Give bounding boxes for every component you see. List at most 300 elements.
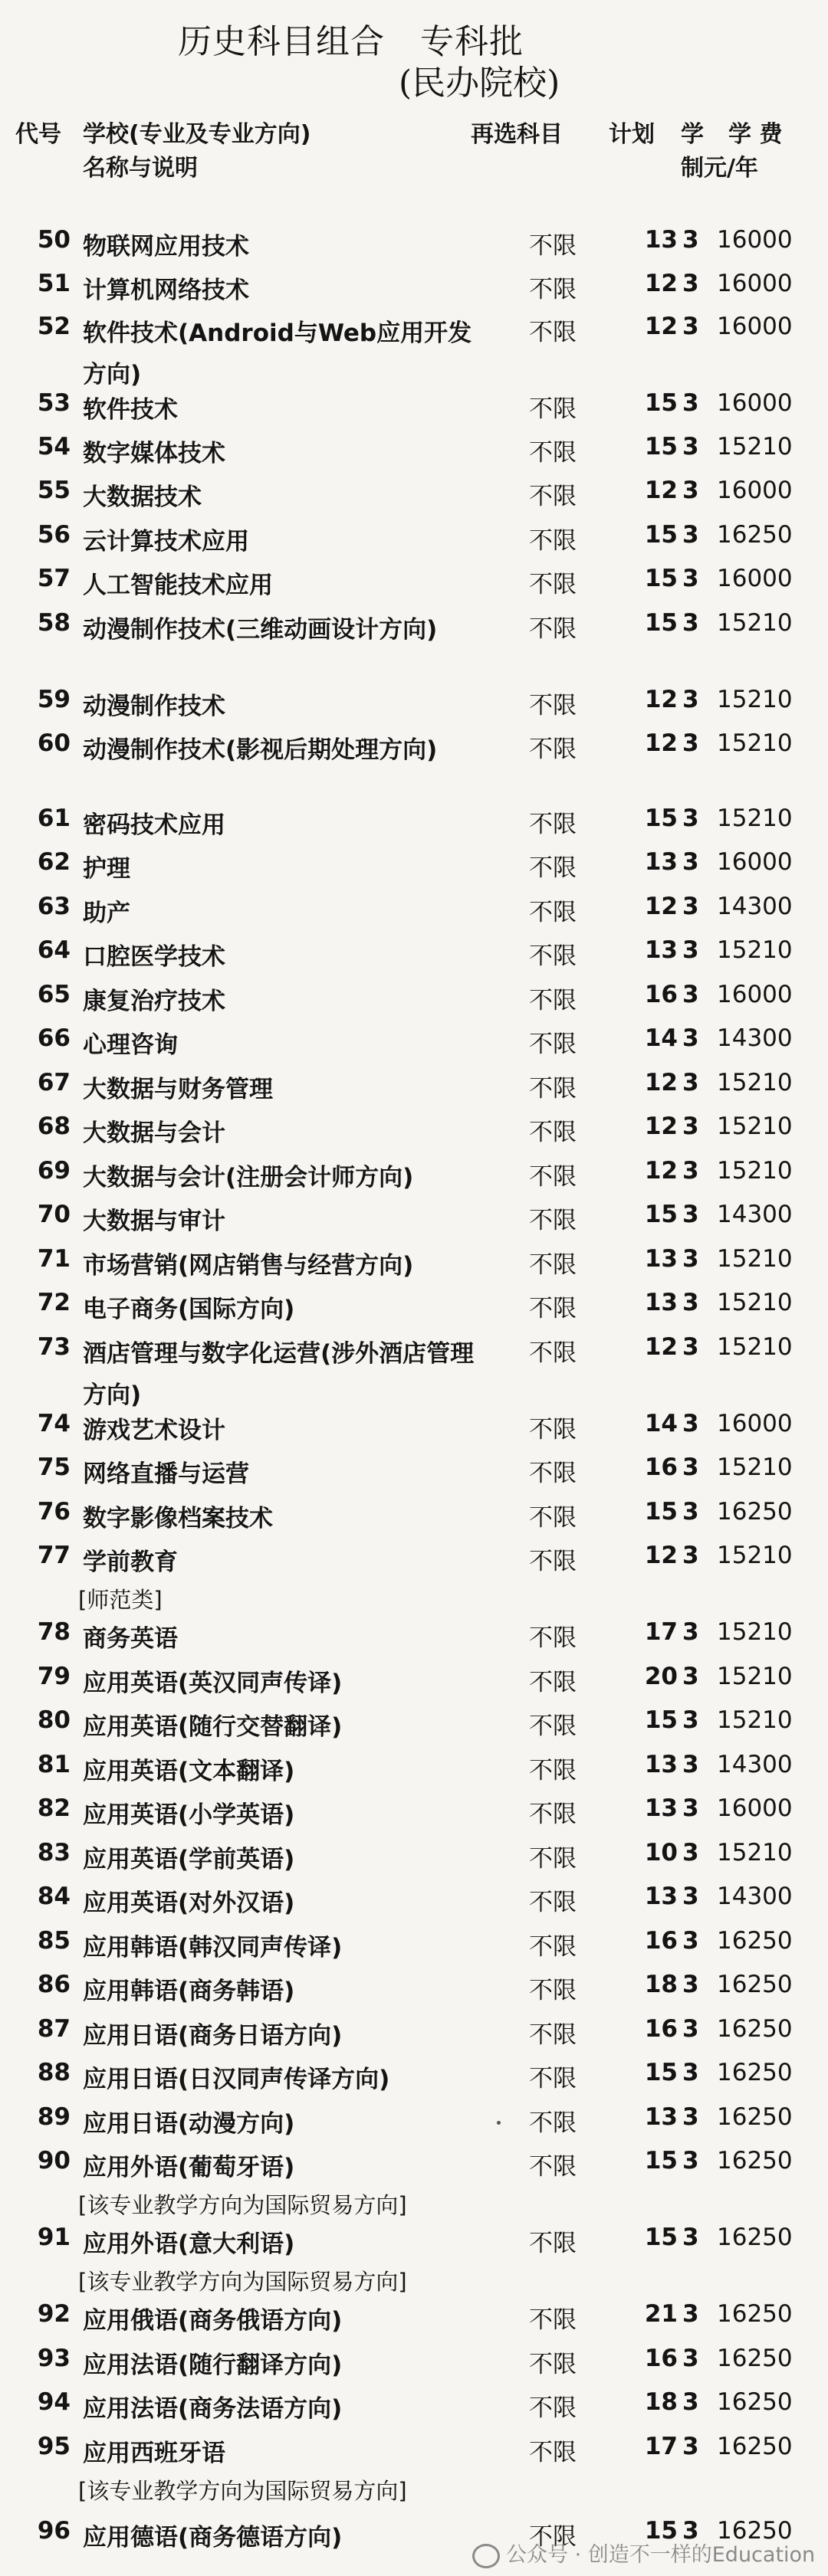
- row-duration: 3: [682, 565, 699, 592]
- row-subject: 不限: [529, 439, 577, 467]
- row-subject: 不限: [529, 232, 577, 260]
- row-name: 应用韩语(韩汉同声传译): [83, 1934, 343, 1961]
- row-plan: 15: [644, 1201, 678, 1228]
- row-name: 网络直播与运营: [83, 1460, 249, 1488]
- row-fee: 15210: [717, 686, 793, 713]
- row-subject: 不限: [529, 987, 577, 1014]
- row-code: 69: [37, 1157, 71, 1185]
- row-code: 57: [37, 565, 71, 592]
- col-duration-header-bottom: 制: [681, 155, 704, 182]
- row-fee: 14300: [717, 1024, 793, 1052]
- row-fee: 15210: [717, 1113, 793, 1140]
- row-subject: 不限: [529, 2021, 577, 2049]
- row-duration: 3: [682, 2147, 699, 2175]
- row-subject: 不限: [529, 1075, 577, 1103]
- row-name: 人工智能技术应用: [83, 572, 273, 599]
- row-name: 应用英语(文本翻译): [83, 1758, 295, 1785]
- row-duration: 3: [682, 981, 699, 1008]
- row-name: 大数据与会计: [83, 1119, 225, 1147]
- row-fee: 16250: [717, 521, 793, 549]
- row-duration: 3: [682, 2300, 699, 2328]
- row-duration: 3: [682, 433, 699, 460]
- row-subject: 不限: [529, 1712, 577, 1740]
- row-subject: 不限: [529, 2153, 577, 2181]
- row-duration: 3: [682, 1498, 699, 1526]
- row-subject: 不限: [529, 395, 577, 423]
- row-duration: 3: [682, 2517, 699, 2545]
- row-fee: 14300: [717, 1751, 793, 1778]
- row-duration: 3: [682, 1069, 699, 1096]
- row-name: 动漫制作技术(影视后期处理方向): [83, 736, 438, 764]
- row-name: 应用英语(英汉同声传译): [83, 1670, 343, 1697]
- row-subject: 不限: [529, 1031, 577, 1058]
- row-plan: 15: [644, 389, 678, 417]
- row-duration: 3: [682, 1201, 699, 1228]
- row-subject: 不限: [529, 527, 577, 555]
- row-plan: 14: [644, 1024, 678, 1052]
- school-type-label: (民办院校): [399, 64, 560, 103]
- row-fee: 14300: [717, 1883, 793, 1910]
- row-plan: 16: [644, 1454, 678, 1481]
- row-code: 59: [37, 686, 71, 713]
- row-fee: 16000: [717, 1794, 793, 1822]
- row-duration: 3: [682, 313, 699, 340]
- row-subject: 不限: [529, 2230, 577, 2257]
- row-code: 50: [37, 226, 71, 254]
- row-code: 58: [37, 609, 71, 637]
- col-subject-header: 再选科目: [471, 121, 563, 148]
- row-note: [该专业教学方向为国际贸易方向]: [78, 2478, 407, 2504]
- row-code: 90: [37, 2147, 71, 2175]
- row-plan: 12: [644, 477, 678, 504]
- row-fee: 16000: [717, 565, 793, 592]
- row-subject: 不限: [529, 2439, 577, 2466]
- row-code: 94: [37, 2388, 71, 2416]
- row-name: 云计算技术应用: [83, 528, 249, 556]
- row-name: 大数据与财务管理: [83, 1076, 273, 1103]
- row-plan: 15: [644, 609, 678, 637]
- row-plan: 14: [644, 1410, 678, 1437]
- row-subject: 不限: [529, 1504, 577, 1532]
- row-plan: 13: [644, 1751, 678, 1778]
- row-code: 84: [37, 1883, 71, 1910]
- row-plan: 16: [644, 1927, 678, 1955]
- col-plan-header: 计划: [609, 121, 655, 148]
- row-code: 81: [37, 1751, 71, 1778]
- row-subject: 不限: [529, 1548, 577, 1575]
- batch-label: 专科批: [420, 22, 524, 61]
- row-code: 73: [37, 1333, 71, 1361]
- row-name: 助产: [83, 900, 130, 927]
- row-code: 88: [37, 2059, 71, 2086]
- row-fee: 16000: [717, 981, 793, 1008]
- row-subject: 不限: [529, 1801, 577, 1828]
- row-code: 60: [37, 729, 71, 757]
- watermark-text: 公众号 · 创造不一样的Education: [506, 2543, 816, 2567]
- row-duration: 3: [682, 686, 699, 713]
- row-name: 应用法语(随行翻译方向): [83, 2352, 343, 2379]
- row-plan: 13: [644, 936, 678, 964]
- row-code: 65: [37, 981, 71, 1008]
- row-name: 应用外语(意大利语): [83, 2230, 295, 2258]
- row-code: 72: [37, 1289, 71, 1316]
- row-duration: 3: [682, 2345, 699, 2372]
- row-plan: 17: [644, 1618, 678, 1646]
- row-plan: 16: [644, 981, 678, 1008]
- row-fee: 15210: [717, 1157, 793, 1185]
- row-fee: 16250: [717, 2388, 793, 2416]
- row-duration: 3: [682, 1883, 699, 1910]
- row-fee: 15210: [717, 433, 793, 460]
- row-subject: 不限: [529, 1889, 577, 1916]
- row-subject: 不限: [529, 899, 577, 926]
- row-fee: 15210: [717, 1454, 793, 1481]
- row-fee: 16000: [717, 477, 793, 504]
- row-code: 91: [37, 2224, 71, 2251]
- row-duration: 3: [682, 1410, 699, 1437]
- row-plan: 13: [644, 1883, 678, 1910]
- row-name: 应用日语(日汉同声传译方向): [83, 2066, 390, 2093]
- row-duration: 3: [682, 729, 699, 757]
- col-duration-header-top: 学: [681, 121, 704, 148]
- row-duration: 3: [682, 270, 699, 297]
- row-code: 96: [37, 2517, 71, 2545]
- row-plan: 10: [644, 1839, 678, 1866]
- row-fee: 16250: [717, 2103, 793, 2131]
- row-subject: 不限: [529, 1757, 577, 1785]
- row-plan: 12: [644, 729, 678, 757]
- row-code: 70: [37, 1201, 71, 1228]
- row-name: 应用外语(葡萄牙语): [83, 2154, 295, 2181]
- col-fee-header: 学 费: [728, 121, 783, 148]
- row-name: 应用英语(小学英语): [83, 1801, 295, 1829]
- row-subject: 不限: [529, 1251, 577, 1279]
- row-duration: 3: [682, 893, 699, 920]
- row-duration: 3: [682, 848, 699, 876]
- row-subject: 不限: [529, 1295, 577, 1322]
- row-duration: 3: [682, 805, 699, 832]
- row-subject: 不限: [529, 1163, 577, 1191]
- row-duration: 3: [682, 1971, 699, 1998]
- row-duration: 3: [682, 2224, 699, 2251]
- row-code: 74: [37, 1410, 71, 1437]
- row-code: 92: [37, 2300, 71, 2328]
- row-subject: 不限: [529, 1669, 577, 1696]
- row-code: 78: [37, 1618, 71, 1646]
- row-code: 86: [37, 1971, 71, 1998]
- row-plan: 12: [644, 686, 678, 713]
- row-duration: 3: [682, 2388, 699, 2416]
- row-code: 80: [37, 1706, 71, 1734]
- row-name: 游戏艺术设计: [83, 1417, 225, 1444]
- row-name: 酒店管理与数字化运营(涉外酒店管理方向): [83, 1340, 475, 1409]
- row-plan: 15: [644, 565, 678, 592]
- row-duration: 3: [682, 477, 699, 504]
- row-name: 应用法语(商务法语方向): [83, 2395, 343, 2423]
- row-duration: 3: [682, 2433, 699, 2460]
- row-plan: 12: [644, 1333, 678, 1361]
- row-code: 89: [37, 2103, 71, 2131]
- row-name: 应用俄语(商务俄语方向): [83, 2307, 343, 2335]
- row-duration: 3: [682, 936, 699, 964]
- row-fee: 15210: [717, 609, 793, 637]
- row-note: [该专业教学方向为国际贸易方向]: [78, 2269, 407, 2295]
- row-plan: 12: [644, 270, 678, 297]
- row-subject: 不限: [529, 1119, 577, 1146]
- row-duration: 3: [682, 1794, 699, 1822]
- category-label: 历史科目组合: [178, 22, 385, 61]
- row-plan: 15: [644, 521, 678, 549]
- row-name: 学前教育: [83, 1549, 178, 1576]
- row-plan: 15: [644, 433, 678, 460]
- row-name: 大数据与审计: [83, 1208, 225, 1235]
- row-duration: 3: [682, 2059, 699, 2086]
- row-plan: 18: [644, 2388, 678, 2416]
- row-duration: 3: [682, 2015, 699, 2043]
- row-plan: 13: [644, 2103, 678, 2131]
- row-subject: 不限: [529, 2065, 577, 2093]
- row-code: 55: [37, 477, 71, 504]
- row-fee: 16250: [717, 2015, 793, 2043]
- row-subject: 不限: [529, 736, 577, 763]
- row-fee: 16250: [717, 2224, 793, 2251]
- row-note: [该专业教学方向为国际贸易方向]: [78, 2192, 407, 2218]
- row-fee: 16000: [717, 226, 793, 254]
- row-code: 66: [37, 1024, 71, 1052]
- row-duration: 3: [682, 1333, 699, 1361]
- row-subject: 不限: [529, 571, 577, 598]
- row-name: 口腔医学技术: [83, 943, 225, 971]
- row-name: 软件技术(Android与Web应用开发方向): [83, 320, 472, 388]
- row-name: 应用韩语(商务韩语): [83, 1978, 295, 2005]
- row-name: 数字媒体技术: [83, 440, 225, 467]
- row-code: 54: [37, 433, 71, 460]
- row-fee: 16250: [717, 2059, 793, 2086]
- row-plan: 15: [644, 1498, 678, 1526]
- row-duration: 3: [682, 1157, 699, 1185]
- row-code: 64: [37, 936, 71, 964]
- row-name: 动漫制作技术(三维动画设计方向): [83, 616, 438, 644]
- row-name: 动漫制作技术: [83, 693, 225, 720]
- row-fee: 16000: [717, 389, 793, 417]
- row-subject: 不限: [529, 854, 577, 882]
- row-code: 77: [37, 1542, 71, 1569]
- row-fee: 15210: [717, 1289, 793, 1316]
- row-fee: 16250: [717, 2300, 793, 2328]
- row-subject: 不限: [529, 1207, 577, 1234]
- row-fee: 16000: [717, 270, 793, 297]
- row-fee: 15210: [717, 1839, 793, 1866]
- row-fee: 15210: [717, 1706, 793, 1734]
- row-duration: 3: [682, 1245, 699, 1273]
- row-plan: 15: [644, 1706, 678, 1734]
- row-name: 软件技术: [83, 396, 178, 424]
- row-code: 83: [37, 1839, 71, 1866]
- row-name: 应用日语(动漫方向): [83, 2110, 295, 2138]
- row-subject: 不限: [529, 2109, 577, 2137]
- scan-speck: [497, 2121, 501, 2125]
- row-fee: 15210: [717, 1663, 793, 1690]
- row-plan: 12: [644, 893, 678, 920]
- row-code: 87: [37, 2015, 71, 2043]
- row-fee: 16000: [717, 848, 793, 876]
- row-duration: 3: [682, 1618, 699, 1646]
- col-code-header: 代号: [15, 121, 61, 148]
- row-code: 51: [37, 270, 71, 297]
- row-fee: 16250: [717, 2147, 793, 2175]
- wechat-icon: [472, 2544, 500, 2568]
- row-name: 应用英语(对外汉语): [83, 1889, 295, 1917]
- row-plan: 13: [644, 1245, 678, 1273]
- row-subject: 不限: [529, 811, 577, 838]
- row-subject: 不限: [529, 483, 577, 510]
- row-plan: 15: [644, 2224, 678, 2251]
- row-name: 心理咨询: [83, 1031, 178, 1059]
- row-name: 护理: [83, 855, 130, 883]
- row-fee: 14300: [717, 893, 793, 920]
- row-name: 商务英语: [83, 1625, 178, 1653]
- row-plan: 18: [644, 1971, 678, 1998]
- row-duration: 3: [682, 2103, 699, 2131]
- row-subject: 不限: [529, 692, 577, 719]
- row-plan: 12: [644, 1069, 678, 1096]
- row-plan: 16: [644, 2015, 678, 2043]
- row-subject: 不限: [529, 1845, 577, 1873]
- row-duration: 3: [682, 1663, 699, 1690]
- row-plan: 16: [644, 2345, 678, 2372]
- row-subject: 不限: [529, 2306, 577, 2334]
- row-plan: 20: [644, 1663, 678, 1690]
- row-subject: 不限: [529, 1933, 577, 1961]
- row-code: 93: [37, 2345, 71, 2372]
- row-name: 应用英语(学前英语): [83, 1846, 295, 1873]
- row-fee: 16250: [717, 1498, 793, 1526]
- row-name: 应用西班牙语: [83, 2440, 225, 2467]
- row-duration: 3: [682, 1751, 699, 1778]
- row-name: 应用日语(商务日语方向): [83, 2022, 343, 2050]
- row-fee: 15210: [717, 1069, 793, 1096]
- row-plan: 15: [644, 2517, 678, 2545]
- row-plan: 21: [644, 2300, 678, 2328]
- row-plan: 12: [644, 1542, 678, 1569]
- row-subject: 不限: [529, 1416, 577, 1444]
- row-code: 75: [37, 1454, 71, 1481]
- row-code: 52: [37, 313, 71, 340]
- row-plan: 13: [644, 1289, 678, 1316]
- watermark: [472, 2538, 815, 2568]
- row-plan: 12: [644, 1157, 678, 1185]
- row-plan: 12: [644, 313, 678, 340]
- row-code: 63: [37, 893, 71, 920]
- row-fee: 14300: [717, 1201, 793, 1228]
- row-duration: 3: [682, 521, 699, 549]
- row-fee: 16250: [717, 2433, 793, 2460]
- row-name: 市场营销(网店销售与经营方向): [83, 1252, 414, 1280]
- row-name: 大数据与会计(注册会计师方向): [83, 1164, 414, 1191]
- row-duration: 3: [682, 1927, 699, 1955]
- row-duration: 3: [682, 389, 699, 417]
- row-fee: 16250: [717, 1971, 793, 1998]
- row-code: 95: [37, 2433, 71, 2460]
- row-code: 82: [37, 1794, 71, 1822]
- row-fee: 16000: [717, 1410, 793, 1437]
- row-duration: 3: [682, 1706, 699, 1734]
- row-fee: 16250: [717, 1927, 793, 1955]
- row-subject: 不限: [529, 615, 577, 643]
- row-code: 61: [37, 805, 71, 832]
- col-name-header: 名称与说明: [83, 155, 198, 182]
- row-name: 物联网应用技术: [83, 233, 249, 261]
- row-code: 76: [37, 1498, 71, 1526]
- row-plan: 12: [644, 1113, 678, 1140]
- row-fee: 16000: [717, 313, 793, 340]
- row-duration: 3: [682, 1289, 699, 1316]
- row-fee: 15210: [717, 729, 793, 757]
- row-plan: 15: [644, 2059, 678, 2086]
- row-code: 85: [37, 1927, 71, 1955]
- row-subject: 不限: [529, 2523, 577, 2551]
- row-code: 68: [37, 1113, 71, 1140]
- col-school-header: 学校(专业及专业方向): [83, 121, 311, 148]
- row-subject: 不限: [529, 276, 577, 303]
- row-fee: 15210: [717, 1618, 793, 1646]
- row-fee: 16250: [717, 2345, 793, 2372]
- row-subject: 不限: [529, 1460, 577, 1487]
- row-subject: 不限: [529, 1977, 577, 2004]
- row-subject: 不限: [529, 319, 577, 346]
- row-name: 数字影像档案技术: [83, 1505, 273, 1532]
- row-name: 密码技术应用: [83, 811, 225, 839]
- row-fee: 15210: [717, 1245, 793, 1273]
- row-duration: 3: [682, 1024, 699, 1052]
- row-fee: 16250: [717, 2517, 793, 2545]
- row-code: 62: [37, 848, 71, 876]
- row-duration: 3: [682, 609, 699, 637]
- row-duration: 3: [682, 226, 699, 254]
- col-fee-unit: 元/年: [704, 155, 758, 182]
- row-plan: 13: [644, 226, 678, 254]
- row-subject: 不限: [529, 2351, 577, 2378]
- row-subject: 不限: [529, 1624, 577, 1652]
- row-plan: 13: [644, 1794, 678, 1822]
- row-name: 康复治疗技术: [83, 988, 225, 1015]
- row-fee: 15210: [717, 805, 793, 832]
- row-note: [师范类]: [78, 1587, 163, 1613]
- row-duration: 3: [682, 1839, 699, 1866]
- row-subject: 不限: [529, 2394, 577, 2422]
- row-name: 计算机网络技术: [83, 277, 249, 304]
- row-plan: 15: [644, 805, 678, 832]
- row-name: 应用德语(商务德语方向): [83, 2524, 343, 2551]
- row-name: 大数据技术: [83, 483, 202, 511]
- row-duration: 3: [682, 1454, 699, 1481]
- row-fee: 15210: [717, 936, 793, 964]
- row-fee: 15210: [717, 1333, 793, 1361]
- row-code: 56: [37, 521, 71, 549]
- row-code: 71: [37, 1245, 71, 1273]
- row-duration: 3: [682, 1542, 699, 1569]
- row-code: 67: [37, 1069, 71, 1096]
- row-plan: 13: [644, 848, 678, 876]
- row-fee: 15210: [717, 1542, 793, 1569]
- row-plan: 15: [644, 2147, 678, 2175]
- row-code: 79: [37, 1663, 71, 1690]
- row-name: 电子商务(国际方向): [83, 1296, 295, 1323]
- row-duration: 3: [682, 1113, 699, 1140]
- row-name: 应用英语(随行交替翻译): [83, 1713, 343, 1741]
- row-code: 53: [37, 389, 71, 417]
- row-subject: 不限: [529, 1339, 577, 1367]
